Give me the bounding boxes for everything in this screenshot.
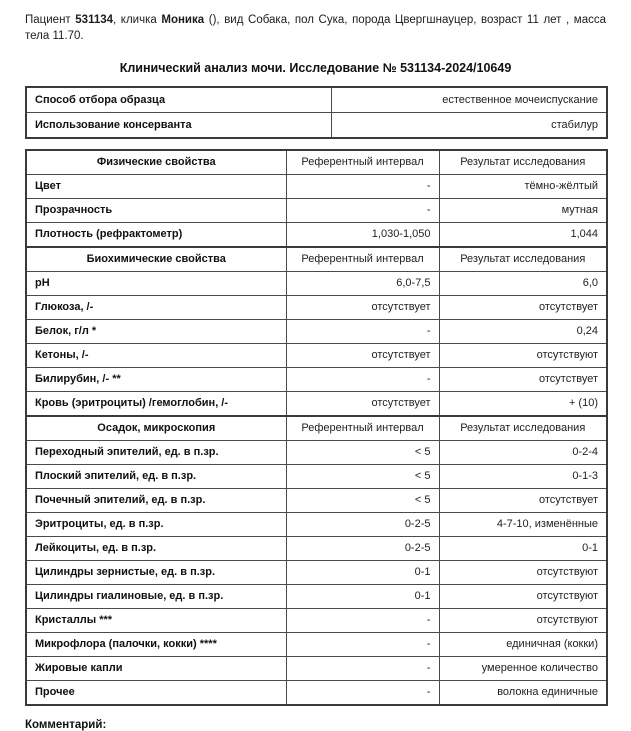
table-row: [26, 87, 607, 113]
table-row: [26, 633, 607, 657]
reference-value: отсутствует: [286, 344, 439, 368]
table-row: [26, 223, 607, 248]
result-value: отсутствует: [439, 489, 607, 513]
param-name: Переходный эпителий, ед. в п.зр.: [26, 441, 286, 465]
patient-details: (), вид Собака, пол Сука, порода Цвергшнауцер, возраст 11 лет , масса тела 11.70.: [25, 14, 607, 42]
param-name: pH: [26, 272, 286, 296]
reference-value: -: [286, 199, 439, 223]
table-row: [26, 537, 607, 561]
result-value: отсутствуют: [439, 585, 607, 609]
result-column-header: Результат исследования: [439, 150, 607, 175]
param-name: Прочее: [26, 681, 286, 706]
param-name: Кровь (эритроциты) /гемоглобин, /-: [26, 392, 286, 417]
param-name: Цвет: [26, 175, 286, 199]
result-value: мутная: [439, 199, 607, 223]
result-value: отсутствуют: [439, 561, 607, 585]
table-row: [26, 513, 607, 537]
reference-value: < 5: [286, 441, 439, 465]
reference-value: 0-2-5: [286, 537, 439, 561]
table-row: [26, 609, 607, 633]
result-value: 0-1-3: [439, 465, 607, 489]
result-value: отсутствуют: [439, 609, 607, 633]
param-name: Кетоны, /-: [26, 344, 286, 368]
table-row: [26, 489, 607, 513]
result-column-header: Результат исследования: [439, 247, 607, 272]
sample-method-label: Способ отбора образца: [26, 87, 331, 113]
reference-value: -: [286, 175, 439, 199]
reference-value: отсутствует: [286, 392, 439, 417]
section-header-row: [26, 247, 607, 272]
result-value: 4-7-10, изменённые: [439, 513, 607, 537]
table-row: [26, 465, 607, 489]
param-name: Лейкоциты, ед. в п.зр.: [26, 537, 286, 561]
table-row: [26, 657, 607, 681]
result-value: 0,24: [439, 320, 607, 344]
reference-value: 6,0-7,5: [286, 272, 439, 296]
reference-value: < 5: [286, 465, 439, 489]
reference-value: -: [286, 657, 439, 681]
result-value: единичная (кокки): [439, 633, 607, 657]
reference-column-header: Референтный интервал: [286, 247, 439, 272]
result-column-header: Результат исследования: [439, 416, 607, 441]
table-row: [26, 175, 607, 199]
table-row: [26, 368, 607, 392]
param-name: Жировые капли: [26, 657, 286, 681]
reference-value: 0-1: [286, 585, 439, 609]
comment-label: Комментарий:: [25, 719, 107, 731]
section-title: Биохимические свойства: [26, 247, 286, 272]
reference-column-header: Референтный интервал: [286, 150, 439, 175]
result-value: волокна единичные: [439, 681, 607, 706]
param-name: Цилиндры зернистые, ед. в п.зр.: [26, 561, 286, 585]
reference-value: 1,030-1,050: [286, 223, 439, 248]
reference-value: -: [286, 681, 439, 706]
param-name: Кристаллы ***: [26, 609, 286, 633]
table-row: [26, 441, 607, 465]
result-value: отсутствуют: [439, 344, 607, 368]
results-table: [25, 149, 608, 706]
param-name: Белок, г/л *: [26, 320, 286, 344]
table-row: [26, 561, 607, 585]
result-value: отсутствует: [439, 296, 607, 320]
param-name: Плотность (рефрактометр): [26, 223, 286, 248]
patient-nickname: Моника: [161, 14, 205, 26]
preservative-value: стабилур: [331, 113, 607, 139]
result-value: тёмно-жёлтый: [439, 175, 607, 199]
section-header-row: [26, 416, 607, 441]
result-value: + (10): [439, 392, 607, 417]
reference-value: -: [286, 320, 439, 344]
sample-method-value: естественное мочеиспускание: [331, 87, 607, 113]
reference-value: -: [286, 633, 439, 657]
reference-value: 0-1: [286, 561, 439, 585]
patient-id: 531134: [75, 14, 114, 26]
reference-value: 0-2-5: [286, 513, 439, 537]
nickname-label: , кличка: [113, 14, 157, 26]
param-name: Прозрачность: [26, 199, 286, 223]
param-name: Почечный эпителий, ед. в п.зр.: [26, 489, 286, 513]
result-value: 1,044: [439, 223, 607, 248]
param-name: Глюкоза, /-: [26, 296, 286, 320]
table-row: [26, 296, 607, 320]
table-row: [26, 320, 607, 344]
param-name: Эритроциты, ед. в п.зр.: [26, 513, 286, 537]
table-row: [26, 392, 607, 417]
param-name: Цилиндры гиалиновые, ед. в п.зр.: [26, 585, 286, 609]
page-title: Клинический анализ мочи. Исследование № 531134-2024/10649: [119, 61, 512, 75]
result-value: отсутствует: [439, 368, 607, 392]
preservative-label: Использование консерванта: [26, 113, 331, 139]
result-value: 6,0: [439, 272, 607, 296]
param-name: Микрофлора (палочки, кокки) ****: [26, 633, 286, 657]
section-title: Осадок, микроскопия: [26, 416, 286, 441]
section-header-row: [26, 150, 607, 175]
table-row: [26, 199, 607, 223]
table-row: [26, 272, 607, 296]
reference-value: -: [286, 368, 439, 392]
table-row: [26, 344, 607, 368]
reference-value: отсутствует: [286, 296, 439, 320]
param-name: Плоский эпителий, ед. в п.зр.: [26, 465, 286, 489]
result-value: 0-1: [439, 537, 607, 561]
result-value: умеренное количество: [439, 657, 607, 681]
param-name: Билирубин, /- **: [26, 368, 286, 392]
result-value: 0-2-4: [439, 441, 607, 465]
patient-info-line: [25, 12, 606, 44]
reference-column-header: Референтный интервал: [286, 416, 439, 441]
reference-value: < 5: [286, 489, 439, 513]
table-row: [26, 113, 607, 139]
table-row: [26, 585, 607, 609]
section-title: Физические свойства: [26, 150, 286, 175]
reference-value: -: [286, 609, 439, 633]
patient-label: Пациент: [25, 14, 71, 26]
table-row: [26, 681, 607, 706]
sample-collection-table: [25, 86, 608, 139]
